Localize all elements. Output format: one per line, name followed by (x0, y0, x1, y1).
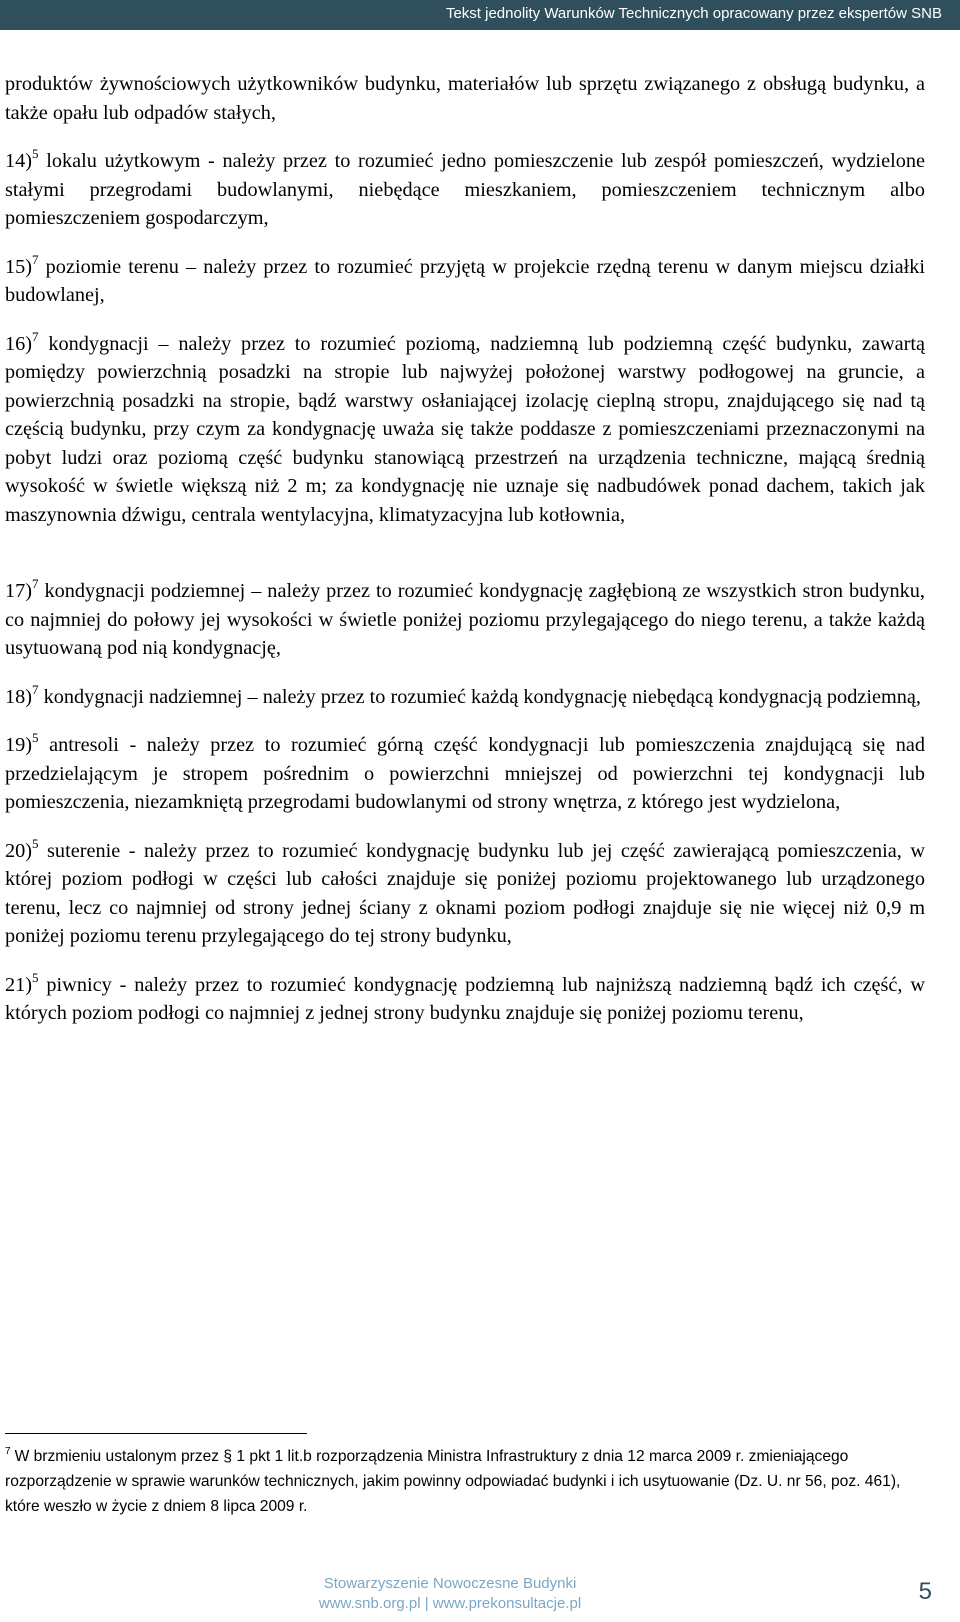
document-body (5, 70, 925, 1048)
definition-text: piwnicy - należy przez to rozumieć kondygnację podziemną lub najniższą nadziemną bądź ich część, w których poziom podłogi co najmniej z jednej strony budynku znajduje się poniżej poziomu terenu, (5, 973, 925, 1024)
definition-number: 15) (5, 255, 33, 278)
definition-number: 16) (5, 332, 33, 355)
footer-org-name: Stowarzyszenie Nowoczesne Budynki (323, 1575, 577, 1592)
footnote-ref: 7 (32, 251, 39, 267)
definition-15 (5, 253, 925, 310)
header-bar (0, 0, 960, 30)
definition-number: 14) (5, 150, 33, 172)
definition-number: 17) (5, 580, 33, 602)
footnote-text: W brzmieniu ustalonym przez § 1 pkt 1 lit.b rozporządzenia Ministra Infrastruktury z dnia 12 marca 2009 r. zmieniającego rozporządzenie w sprawie warunków technicznych, jakim powinny odpowiadać budynki i ich usytuowanie (Dz. U. nr 56, poz. 461), które weszło w życie z dniem 8 lipca 2009 r. (5, 1448, 901, 1515)
footnote-ref: 7 (32, 328, 39, 344)
page-number: 5 (918, 1578, 932, 1605)
paragraph-text: produktów żywnościowych użytkowników budynku, materiałów lub sprzętu związanego z obsługą budynku, a także opału lub odpadów stałych, (5, 73, 925, 124)
definition-21 (5, 971, 925, 1028)
definition-number: 20) (5, 839, 33, 862)
footnote-marker: 7 (5, 1446, 11, 1457)
footnote-ref: 5 (32, 146, 39, 161)
definition-number: 19) (5, 734, 33, 756)
footer-links[interactable]: www.snb.org.pl | www.prekonsultacje.pl (318, 1595, 582, 1612)
definition-text: kondygnacji – należy przez to rozumieć poziomą, nadziemną lub podziemną część budynku, zawartą pomiędzy powierzchnią posadzki na stropie lub najwyżej położonej warstwy podłogowej na gruncie, a powierzchnią posadzki na stropie, bądź warstwy osłaniającej izolację cieplną stropu, znajdującego się nad tą częścią budynku, przy czym za kondygnację uważa się także poddasze z pomieszczeniami przeznaczonymi na pobyt ludzi oraz poziomą część budynku stanowiącą przestrzeń na urządzenia techniczne, mającą średnią wysokość w świetle większą niż 2 m; za kondygnację nie uznaje się nadbudówek ponad dachem, takich jak maszynownia dźwigu, centrala wentylacyjna, klimatyzacyjna lub kotłownia, (5, 332, 925, 526)
definition-17 (5, 577, 925, 663)
definition-text: kondygnacji podziemnej – należy przez to rozumieć kondygnację zagłębioną ze wszystkich stron budynku, co najmniej do połowy jej wysokości w świetle poniżej poziomu przylegającego do niego terenu, a także każdą usytuowaną pod nią kondygnację, (5, 580, 925, 659)
footnote-ref: 7 (32, 681, 39, 697)
header-title: Tekst jednolity Warunków Technicznych opracowany przez ekspertów SNB (445, 5, 942, 22)
definition-text: kondygnacji nadziemnej – należy przez to rozumieć każdą kondygnację niebędącą kondygnacją podziemną, (38, 685, 921, 708)
definition-text: antresoli - należy przez to rozumieć górną część kondygnacji lub pomieszczenia znajdującą się nad przedzielającym je stropem pośrednim o powierzchni mniejszej od powierzchni tej kondygnacji lub pomieszczenia, niezamkniętą przegrodami budowlanymi od strony wnętrza, z którego jest wydzielona, (5, 734, 925, 813)
definition-20 (5, 837, 925, 951)
definition-text: poziomie terenu – należy przez to rozumieć przyjętą w projekcie rzędną terenu w danym miejscu działki budowlanej, (5, 255, 925, 306)
footnote-separator (5, 1433, 307, 1434)
footnote-ref: 5 (32, 969, 39, 985)
footnote-ref: 7 (32, 576, 39, 591)
definition-number: 18) (5, 685, 33, 708)
definition-19 (5, 731, 925, 817)
footnote-ref: 5 (32, 730, 39, 745)
definition-text: suterenie - należy przez to rozumieć kondygnację budynku lub jej część zawierającą pomieszczenia, w której poziom podłogi w części lub całości znajduje się poniżej poziomu projektowanego lub urządzonego terenu, lecz co najmniej od strony jednej ściany z oknami poziom podłogi znajduje się nie więcej niż 0,9 m poniżej poziomu terenu przylegającego do tej strony budynku, (5, 839, 925, 947)
footer-organization (0, 1574, 900, 1614)
definition-14 (5, 147, 925, 233)
footnote (5, 1444, 933, 1519)
definition-text: lokalu użytkowym - należy przez to rozumieć jedno pomieszczenie lub zespół pomieszczeń, wydzielone stałymi przegrodami budowlanymi, niebędące mieszkaniem, pomieszczeniem technicznym albo pomieszczeniem gospodarczym, (5, 150, 925, 229)
definition-16 (5, 330, 925, 530)
footnote-ref: 5 (32, 835, 39, 851)
definition-number: 21) (5, 973, 33, 996)
paragraph-continuation (5, 70, 925, 127)
definition-18 (5, 683, 925, 712)
